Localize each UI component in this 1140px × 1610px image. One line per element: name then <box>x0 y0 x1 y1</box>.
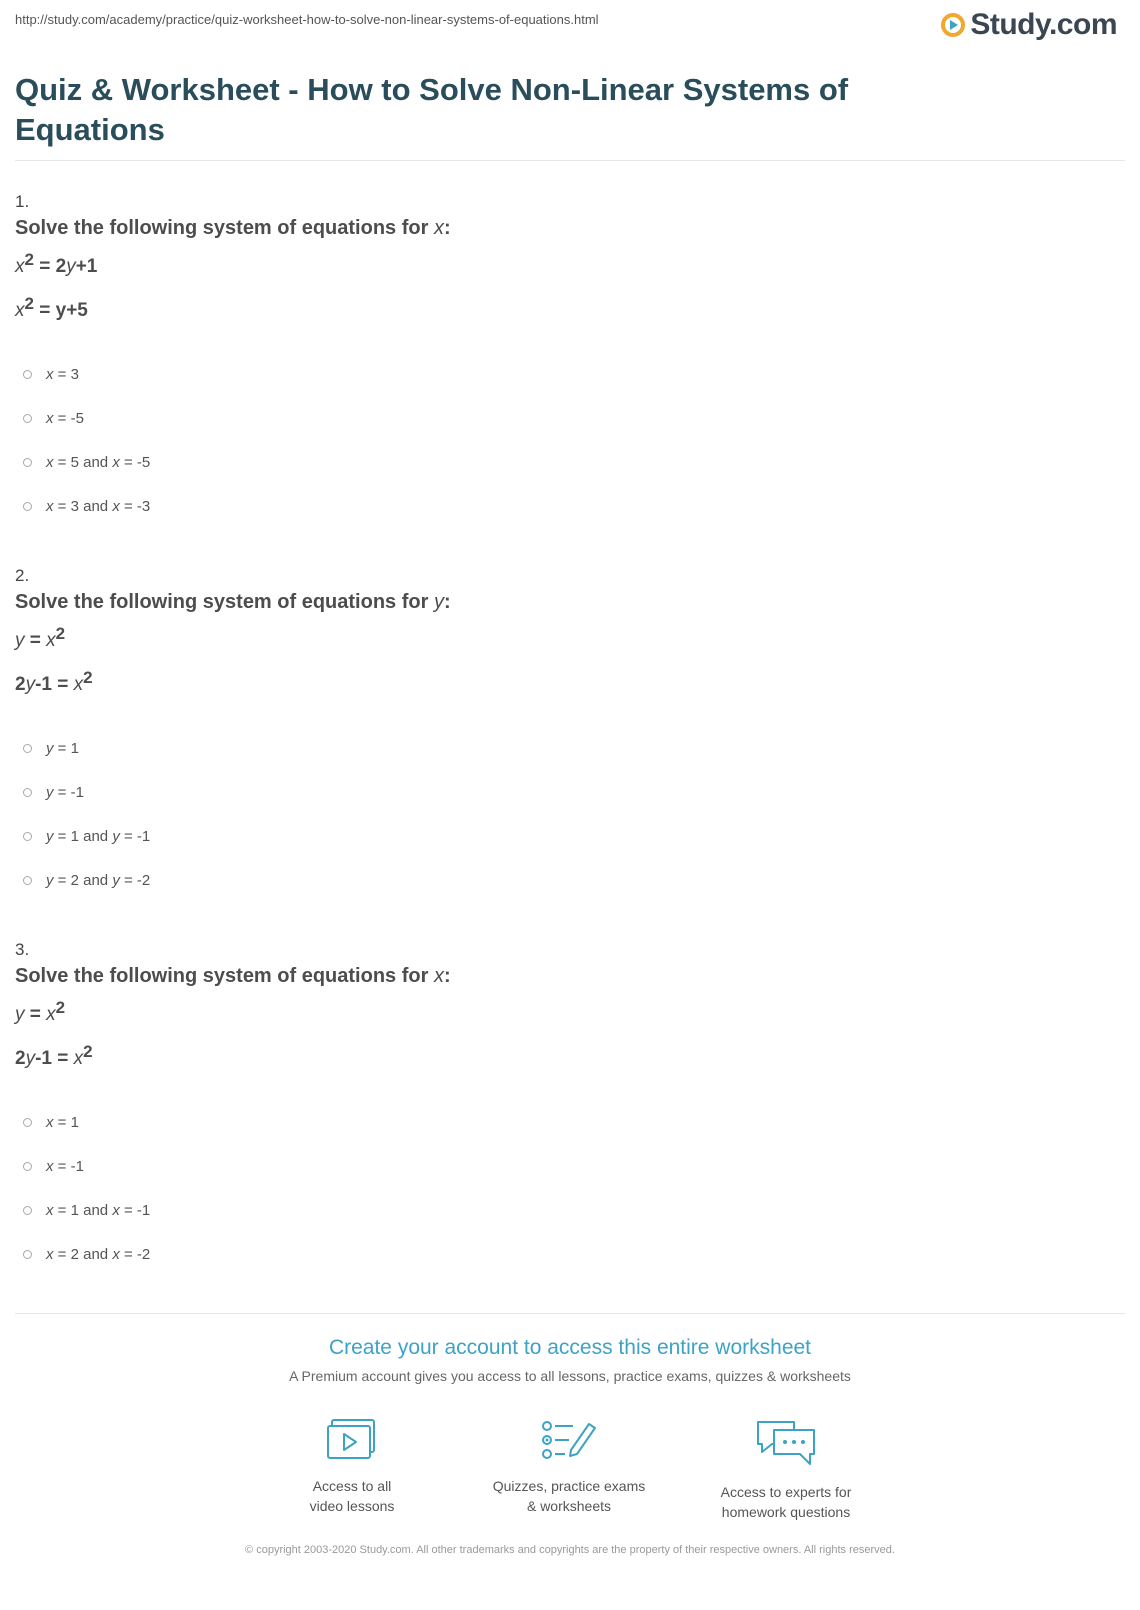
radio-button[interactable] <box>23 1206 32 1215</box>
page-title: Quiz & Worksheet - How to Solve Non-Linear Systems of Equations <box>15 72 849 147</box>
equation: $2y-1 = x^2$ <box>15 1042 93 1069</box>
radio-button[interactable] <box>23 744 32 753</box>
equation: $y = x^2$ <box>15 624 66 651</box>
answer-option[interactable]: x = 1 <box>15 1100 451 1144</box>
answer-option[interactable]: x = 1 and x = -1 <box>15 1188 451 1232</box>
equation: $x^2 = y+5$ <box>15 294 88 321</box>
radio-button[interactable] <box>23 502 32 511</box>
feature-experts <box>676 1418 896 1522</box>
question-number: 3. <box>15 940 30 959</box>
divider <box>15 160 1125 161</box>
radio-button[interactable] <box>23 1250 32 1259</box>
answer-option[interactable]: y = 2 and y = -2 <box>15 858 451 902</box>
feature-label: Quizzes, practice exams & worksheets <box>492 1478 646 1514</box>
answer-option[interactable]: y = -1 <box>15 770 451 814</box>
answer-option[interactable]: x = 2 and x = -2 <box>15 1232 451 1276</box>
question-number: 1. <box>15 192 30 211</box>
question-prompt: Solve the following system of equations for x: <box>15 217 451 239</box>
question-prompt: Solve the following system of equations for y: <box>15 591 451 613</box>
question-number: 2. <box>15 566 30 585</box>
feature-label: Access to experts for homework questions <box>720 1484 852 1520</box>
question-prompt: Solve the following system of equations for x: <box>15 965 451 987</box>
play-circle-icon <box>940 12 966 38</box>
video-lesson-icon <box>326 1418 378 1462</box>
radio-button[interactable] <box>23 876 32 885</box>
chat-bubbles-icon <box>754 1418 818 1468</box>
equation: $2y-1 = x^2$ <box>15 668 93 695</box>
copyright-notice: © copyright 2003-2020 Study.com. All other trademarks and copyrights are the property of their respective owners. All rights reserved. <box>245 1544 895 1556</box>
question-1 <box>15 192 451 528</box>
feature-label: Access to all video lessons <box>309 1478 395 1514</box>
radio-button[interactable] <box>23 458 32 467</box>
radio-button[interactable] <box>23 414 32 423</box>
answer-option[interactable]: x = -5 <box>15 396 451 440</box>
answer-option[interactable]: x = -1 <box>15 1144 451 1188</box>
radio-button[interactable] <box>23 832 32 841</box>
answer-option[interactable]: x = 3 and x = -3 <box>15 484 451 528</box>
answer-option[interactable]: x = 5 and x = -5 <box>15 440 451 484</box>
study-logo[interactable] <box>940 8 1117 42</box>
feature-video-lessons <box>242 1418 462 1516</box>
answer-option[interactable]: x = 3 <box>15 352 451 396</box>
radio-button[interactable] <box>23 1118 32 1127</box>
answer-option[interactable]: y = 1 <box>15 726 451 770</box>
divider <box>15 1313 1125 1314</box>
radio-button[interactable] <box>23 370 32 379</box>
logo-text: Study.com <box>970 8 1117 41</box>
radio-button[interactable] <box>23 788 32 797</box>
equation: $y = x^2$ <box>15 998 66 1025</box>
equation: $x^2 = 2y+1$ <box>15 250 98 277</box>
feature-quizzes <box>459 1418 679 1516</box>
promo-title[interactable]: Create your account to access this entire worksheet <box>328 1336 812 1359</box>
question-3 <box>15 940 451 1276</box>
question-2 <box>15 566 451 902</box>
promo-subtitle: A Premium account gives you access to all lessons, practice exams, quizzes & worksheets <box>289 1368 851 1384</box>
quiz-checklist-icon <box>541 1418 597 1462</box>
answer-option[interactable]: y = 1 and y = -1 <box>15 814 451 858</box>
header-bar <box>15 8 1125 40</box>
page-url: http://study.com/academy/practice/quiz-worksheet-how-to-solve-non-linear-systems-of-equations.html <box>15 12 599 27</box>
radio-button[interactable] <box>23 1162 32 1171</box>
